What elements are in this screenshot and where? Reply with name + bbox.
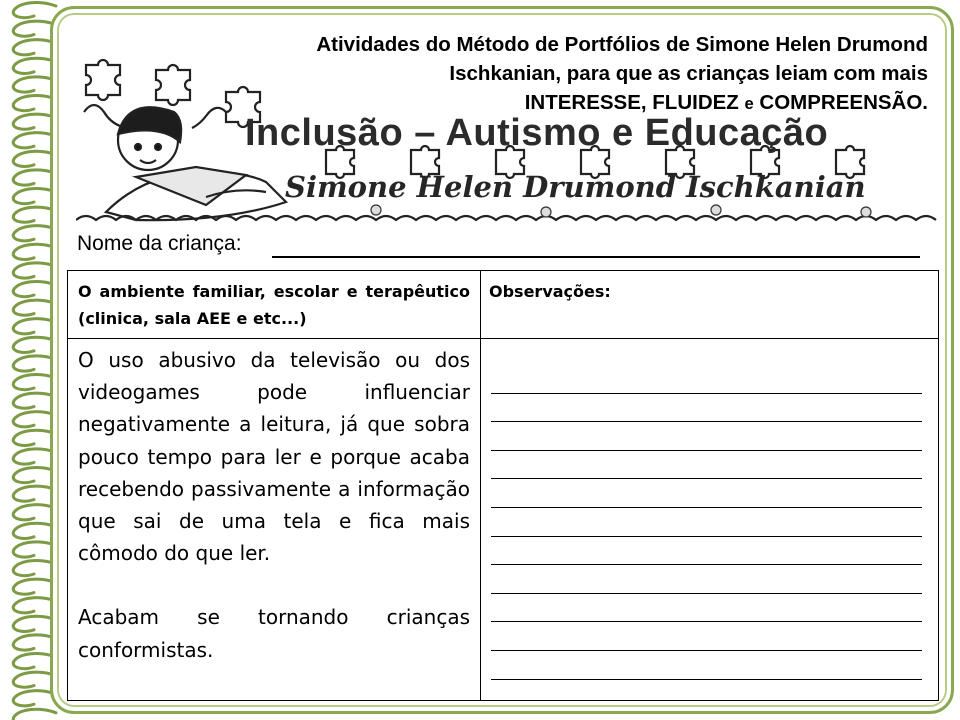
flower-icon [711,205,721,215]
flower-icon [861,207,871,217]
observation-line[interactable] [491,422,922,451]
flower-icon [371,205,381,215]
flower-icon [541,207,551,217]
observations-header: Observações: [489,282,611,301]
table-header-cell [68,271,481,339]
observation-line[interactable] [491,394,922,423]
spiral-ring [13,709,56,720]
spiral-ring [13,3,56,18]
body-paragraph-2: Acabam se tornando crianças conformistas. [78,605,470,662]
observation-line[interactable] [491,622,922,651]
observation-line[interactable] [491,565,922,594]
environment-header: O ambiente familiar, escolar e terapêutico (clinica, sala AEE e etc...) [78,282,470,328]
observation-line[interactable] [491,594,922,623]
observation-line[interactable] [491,365,922,394]
observation-lines[interactable] [481,339,938,680]
header-title-line-2: Ischkanian, para que as crianças leiam com mais [449,62,928,85]
observation-line[interactable] [491,451,922,480]
observation-line[interactable] [491,508,922,537]
header-title-line-3: INTERESSE, FLUIDEZ e COMPREENSÃO. [524,91,928,114]
table-header-row [68,271,939,339]
puzzle-piece-icon [156,65,190,105]
text-cell [68,339,481,701]
banner-author: Simone Helen Drumond Ischkanian [285,170,866,204]
observations-cell [481,339,939,701]
puzzle-piece-icon [86,60,120,100]
observation-line[interactable] [491,479,922,508]
observation-line[interactable] [491,651,922,680]
activity-table [67,270,939,701]
header-title-line-1: Atividades do Método de Portfólios de Simone Helen Drumond [316,33,928,56]
banner-heading: Inclusão – Autismo e Educação [245,112,829,154]
table-row [68,339,939,701]
child-name-label: Nome da criança: [77,232,242,255]
child-name-line[interactable] [272,256,920,258]
observation-line[interactable] [491,537,922,566]
table-header-cell [481,271,939,339]
body-paragraph-1: O uso abusivo da televisão ou dos videogames pode influenciar negativamente a leitura, já que sobra pouco tempo para ler e porque acaba recebendo passivamente a informação que sai de uma tela e fica mais cômodo do que ler. [78,348,470,566]
